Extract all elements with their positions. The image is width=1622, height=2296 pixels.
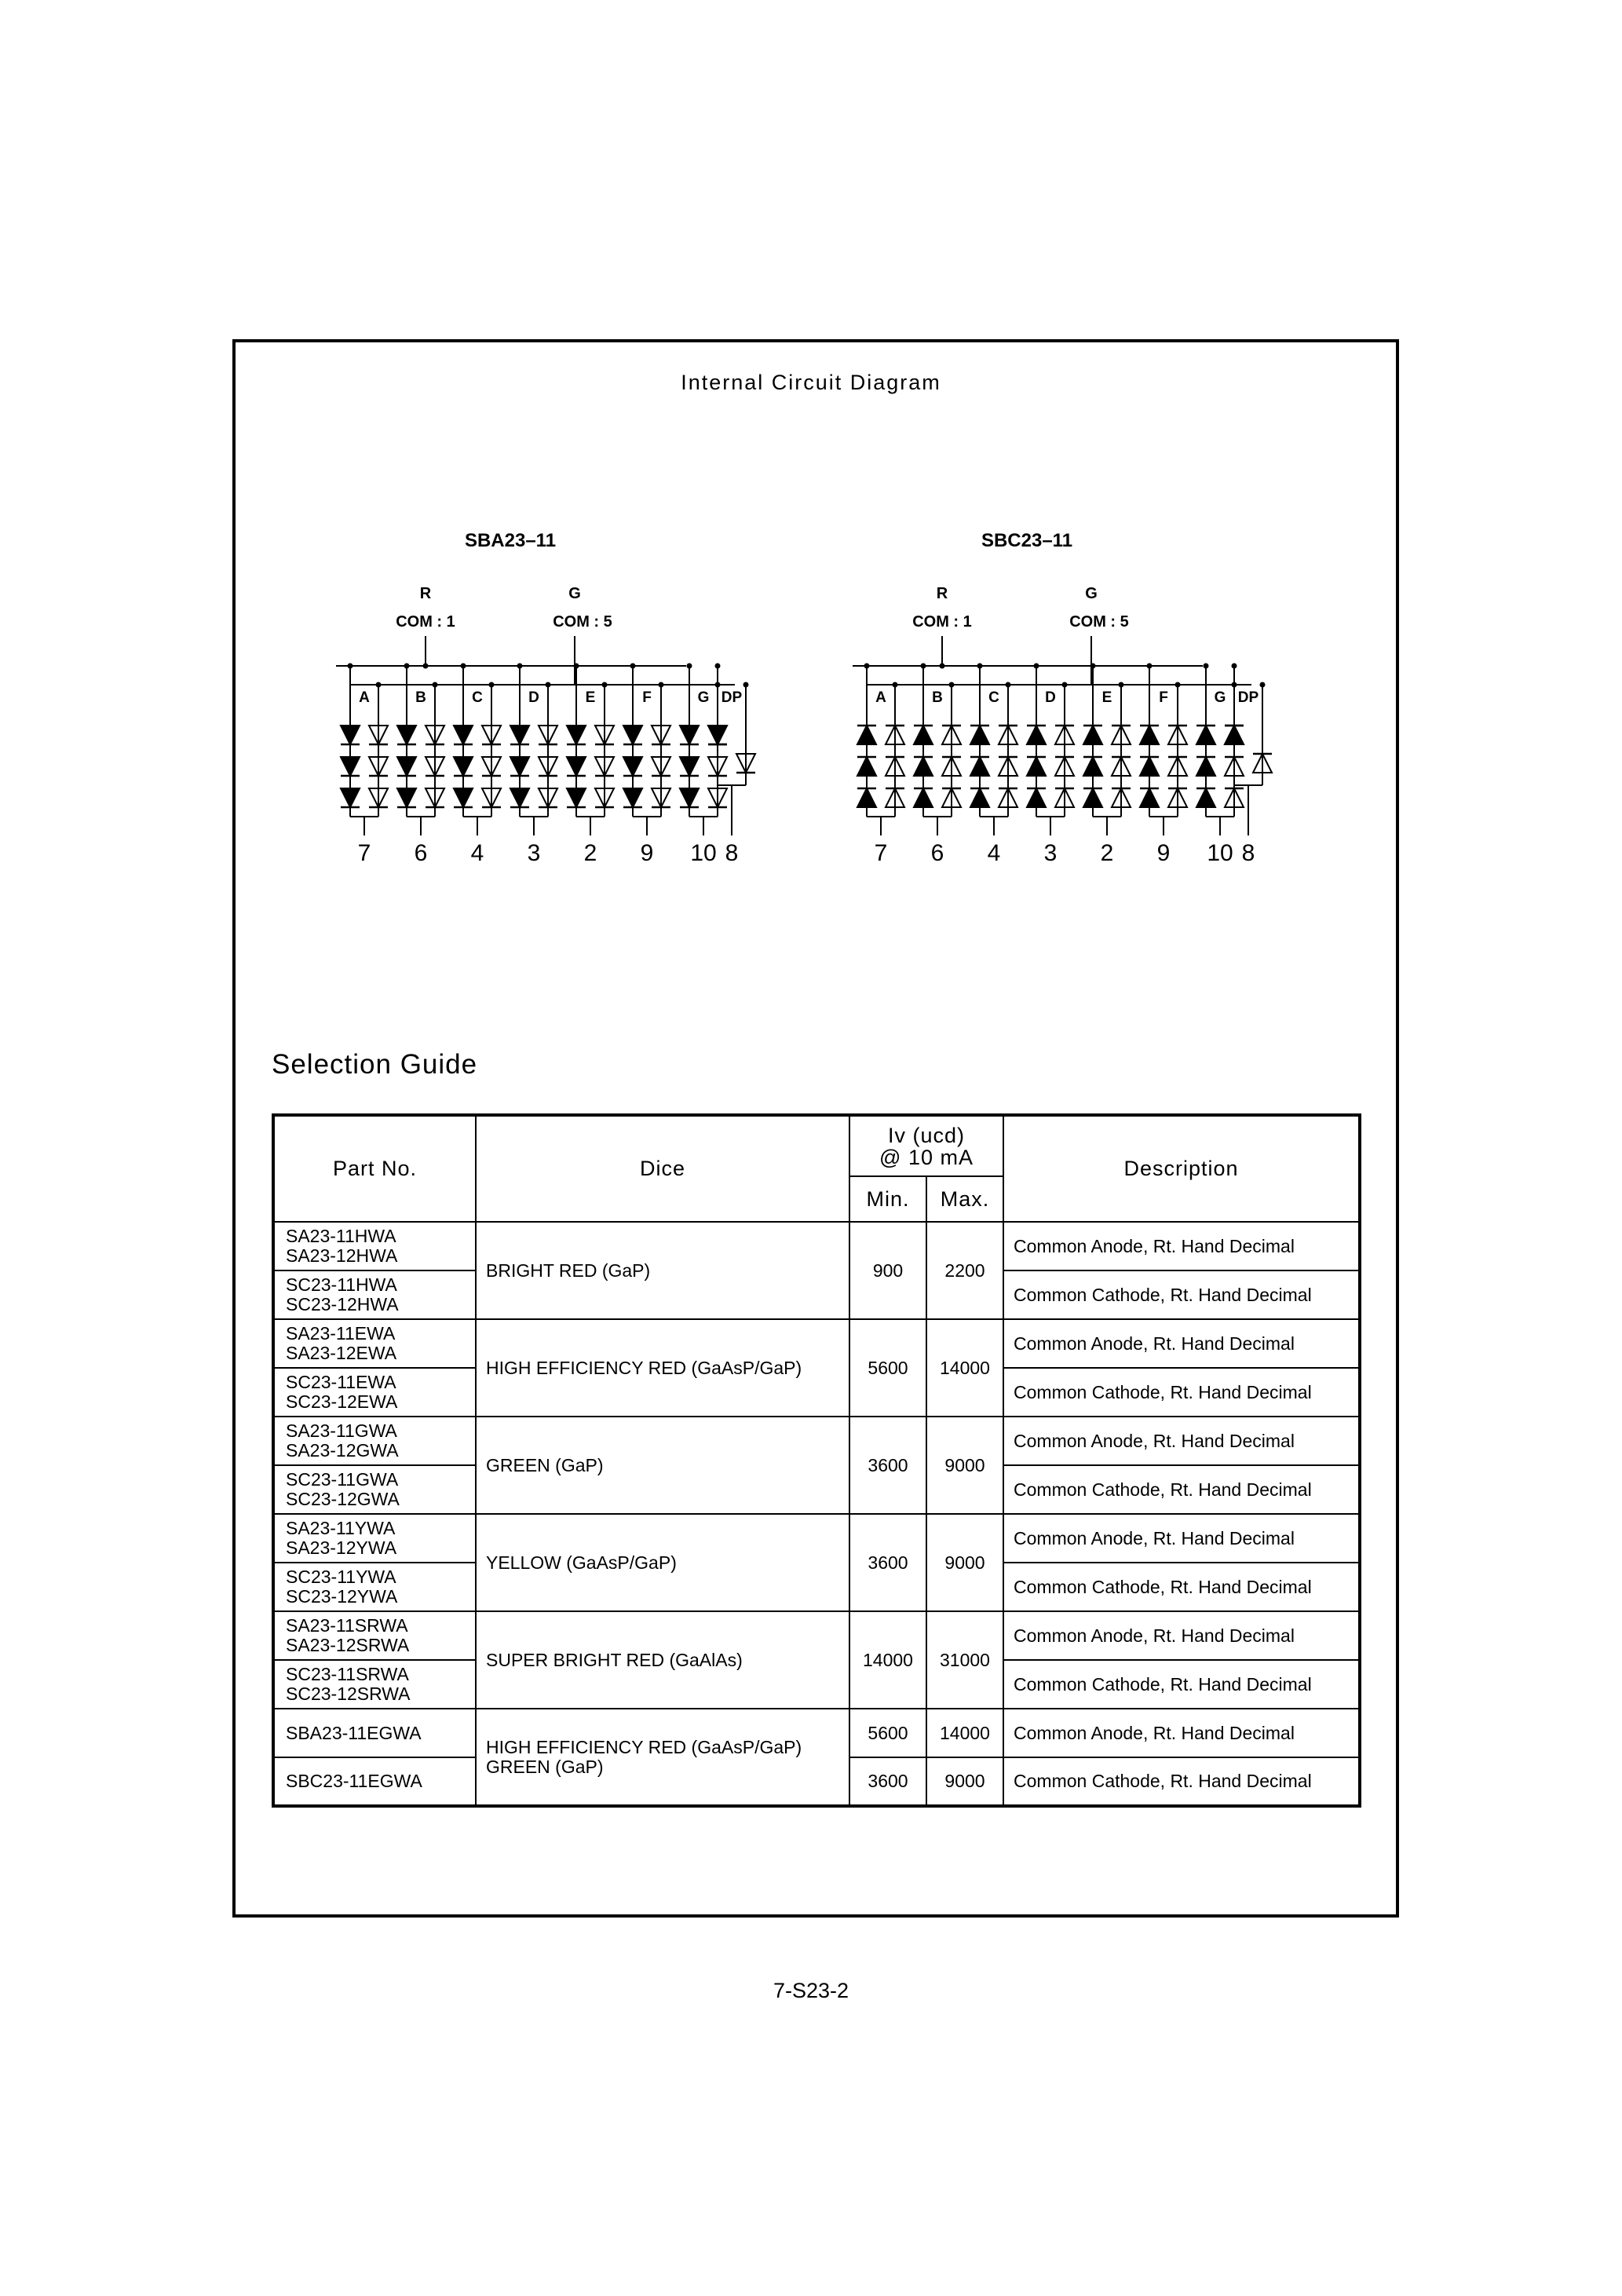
segment-label: E bbox=[585, 689, 596, 706]
part-number: SA23-11SRWA bbox=[286, 1615, 408, 1636]
common-red-label: R bbox=[936, 585, 948, 602]
pin-number: 10 bbox=[690, 840, 717, 866]
part-number-cell bbox=[273, 1514, 476, 1563]
description-cell: Common Anode, Rt. Hand Decimal bbox=[1003, 1514, 1360, 1563]
description-cell: Common Cathode, Rt. Hand Decimal bbox=[1003, 1660, 1360, 1709]
iv-max-cell: 9000 bbox=[926, 1757, 1003, 1806]
pin-number: 9 bbox=[1156, 840, 1171, 866]
dice-cell bbox=[476, 1222, 849, 1319]
segment-label: G bbox=[697, 689, 710, 706]
segment-label: C bbox=[472, 689, 483, 706]
circuit-diagram-title: Internal Circuit Diagram bbox=[681, 371, 941, 394]
part-number: SA23-12GWA bbox=[286, 1440, 399, 1461]
part-number: SA23-12YWA bbox=[286, 1537, 397, 1558]
part-number-cell bbox=[273, 1611, 476, 1660]
iv-min-cell: 3600 bbox=[849, 1514, 926, 1611]
dice-cell bbox=[476, 1611, 849, 1709]
part-number: SC23-12YWA bbox=[286, 1586, 398, 1607]
table-row bbox=[273, 1709, 1360, 1757]
part-number: SA23-11GWA bbox=[286, 1420, 397, 1441]
diagram-title: SBC23–11 bbox=[981, 530, 1073, 551]
description-cell: Common Anode, Rt. Hand Decimal bbox=[1003, 1417, 1360, 1465]
com-1-label: COM : 1 bbox=[912, 613, 972, 631]
header-iv-condition: @ 10 mA bbox=[879, 1145, 974, 1169]
iv-min-cell: 900 bbox=[849, 1222, 926, 1319]
iv-max-cell: 2200 bbox=[926, 1222, 1003, 1319]
description-cell: Common Cathode, Rt. Hand Decimal bbox=[1003, 1368, 1360, 1417]
part-number: SC23-11EWA bbox=[286, 1372, 396, 1392]
part-number: SBA23-11EGWA bbox=[286, 1722, 422, 1743]
dice-text: YELLOW (GaAsP/GaP) bbox=[486, 1552, 677, 1573]
description-cell: Common Cathode, Rt. Hand Decimal bbox=[1003, 1563, 1360, 1611]
com-5-label: COM : 5 bbox=[553, 613, 612, 631]
segment-label: C bbox=[988, 689, 999, 706]
part-number: SC23-12SRWA bbox=[286, 1684, 411, 1704]
pin-number: 8 bbox=[1241, 840, 1255, 866]
part-number-cell bbox=[273, 1465, 476, 1514]
pin-number: 6 bbox=[930, 840, 944, 866]
dice-text: GREEN (GaP) bbox=[486, 1454, 604, 1475]
part-number-cell bbox=[273, 1270, 476, 1319]
pin-number: 4 bbox=[470, 840, 484, 866]
pin-number: 2 bbox=[1100, 840, 1114, 866]
diagram-title: SBA23–11 bbox=[464, 530, 557, 551]
part-number-cell bbox=[273, 1709, 476, 1757]
part-number: SC23-11SRWA bbox=[286, 1664, 409, 1684]
iv-max-cell: 9000 bbox=[926, 1514, 1003, 1611]
pin-number: 3 bbox=[1043, 840, 1058, 866]
dice-text: HIGH EFFICIENCY RED (GaAsP/GaP) bbox=[486, 1357, 802, 1378]
part-number: SC23-11GWA bbox=[286, 1469, 399, 1490]
segment-label: DP bbox=[721, 689, 743, 706]
header-max: Max. bbox=[926, 1176, 1003, 1222]
part-number-cell bbox=[273, 1222, 476, 1270]
segment-label: F bbox=[1159, 689, 1168, 706]
segment-label: A bbox=[875, 689, 886, 706]
table-row bbox=[273, 1417, 1360, 1465]
part-number-cell bbox=[273, 1660, 476, 1709]
part-number: SA23-12HWA bbox=[286, 1245, 398, 1266]
part-number: SC23-11HWA bbox=[286, 1274, 397, 1295]
segment-label: B bbox=[415, 689, 426, 706]
header-description: Description bbox=[1003, 1115, 1360, 1222]
pin-number: 9 bbox=[640, 840, 654, 866]
table-row bbox=[273, 1514, 1360, 1563]
segment-label: D bbox=[528, 689, 539, 706]
pin-number: 10 bbox=[1207, 840, 1233, 866]
dice-text: GREEN (GaP) bbox=[486, 1756, 604, 1777]
header-min: Min. bbox=[849, 1176, 926, 1222]
segment-label: G bbox=[1214, 689, 1226, 706]
part-number: SC23-12EWA bbox=[286, 1391, 398, 1412]
part-number: SA23-11YWA bbox=[286, 1518, 396, 1538]
dice-cell bbox=[476, 1514, 849, 1611]
description-cell: Common Anode, Rt. Hand Decimal bbox=[1003, 1319, 1360, 1368]
table-row bbox=[273, 1611, 1360, 1660]
iv-min-cell: 5600 bbox=[849, 1709, 926, 1757]
part-number: SA23-12SRWA bbox=[286, 1635, 410, 1655]
dice-cell bbox=[476, 1417, 849, 1514]
pin-number: 8 bbox=[725, 840, 739, 866]
page-number: 7-S23-2 bbox=[773, 1979, 849, 2002]
dice-cell bbox=[476, 1709, 849, 1806]
internal-circuit-diagram bbox=[232, 503, 1394, 942]
pin-number: 3 bbox=[527, 840, 541, 866]
iv-max-cell: 14000 bbox=[926, 1319, 1003, 1417]
iv-min-cell: 3600 bbox=[849, 1417, 926, 1514]
part-number-cell bbox=[273, 1563, 476, 1611]
part-number: SC23-11YWA bbox=[286, 1567, 396, 1587]
part-number-cell bbox=[273, 1757, 476, 1806]
segment-label: D bbox=[1045, 689, 1056, 706]
header-iv bbox=[849, 1115, 1003, 1176]
iv-min-cell: 5600 bbox=[849, 1319, 926, 1417]
header-part-no: Part No. bbox=[273, 1115, 476, 1222]
table-row bbox=[273, 1319, 1360, 1368]
common-green-label: G bbox=[1085, 585, 1098, 602]
pin-number: 6 bbox=[414, 840, 428, 866]
dice-cell bbox=[476, 1319, 849, 1417]
com-5-label: COM : 5 bbox=[1069, 613, 1129, 631]
com-1-label: COM : 1 bbox=[396, 613, 455, 631]
dice-text: BRIGHT RED (GaP) bbox=[486, 1260, 651, 1281]
part-number: SC23-12GWA bbox=[286, 1489, 400, 1509]
description-cell: Common Cathode, Rt. Hand Decimal bbox=[1003, 1465, 1360, 1514]
part-number: SC23-12HWA bbox=[286, 1294, 399, 1314]
segment-label: B bbox=[932, 689, 943, 706]
selection-guide-title: Selection Guide bbox=[272, 1049, 478, 1080]
common-red-label: R bbox=[419, 585, 432, 602]
dice-text: HIGH EFFICIENCY RED (GaAsP/GaP) bbox=[486, 1736, 802, 1757]
segment-label: F bbox=[642, 689, 652, 706]
common-green-label: G bbox=[568, 585, 581, 602]
iv-min-cell: 14000 bbox=[849, 1611, 926, 1709]
pin-number: 7 bbox=[874, 840, 888, 866]
segment-label: A bbox=[359, 689, 370, 706]
part-number-cell bbox=[273, 1319, 476, 1368]
segment-label: DP bbox=[1237, 689, 1259, 706]
part-number: SBC23-11EGWA bbox=[286, 1771, 422, 1791]
iv-min-cell: 3600 bbox=[849, 1757, 926, 1806]
header-dice: Dice bbox=[476, 1115, 849, 1222]
part-number: SA23-11HWA bbox=[286, 1226, 396, 1246]
pin-number: 7 bbox=[357, 840, 371, 866]
dice-text: SUPER BRIGHT RED (GaAlAs) bbox=[486, 1649, 743, 1670]
part-number-cell bbox=[273, 1368, 476, 1417]
iv-max-cell: 14000 bbox=[926, 1709, 1003, 1757]
part-number-cell bbox=[273, 1417, 476, 1465]
table-row bbox=[273, 1222, 1360, 1270]
description-cell: Common Anode, Rt. Hand Decimal bbox=[1003, 1611, 1360, 1660]
part-number: SA23-11EWA bbox=[286, 1323, 396, 1344]
description-cell: Common Anode, Rt. Hand Decimal bbox=[1003, 1222, 1360, 1270]
part-number: SA23-12EWA bbox=[286, 1343, 397, 1363]
iv-max-cell: 31000 bbox=[926, 1611, 1003, 1709]
segment-label: E bbox=[1101, 689, 1112, 706]
description-cell: Common Cathode, Rt. Hand Decimal bbox=[1003, 1270, 1360, 1319]
description-cell: Common Cathode, Rt. Hand Decimal bbox=[1003, 1757, 1360, 1806]
pin-number: 2 bbox=[583, 840, 597, 866]
description-cell: Common Anode, Rt. Hand Decimal bbox=[1003, 1709, 1360, 1757]
circuit-sbc23-11 bbox=[853, 530, 1272, 866]
pin-number: 4 bbox=[987, 840, 1001, 866]
selection-guide-table bbox=[272, 1113, 1361, 1808]
circuit-sba23-11 bbox=[336, 530, 755, 866]
header-iv-label: Iv (ucd) bbox=[887, 1123, 966, 1147]
iv-max-cell: 9000 bbox=[926, 1417, 1003, 1514]
